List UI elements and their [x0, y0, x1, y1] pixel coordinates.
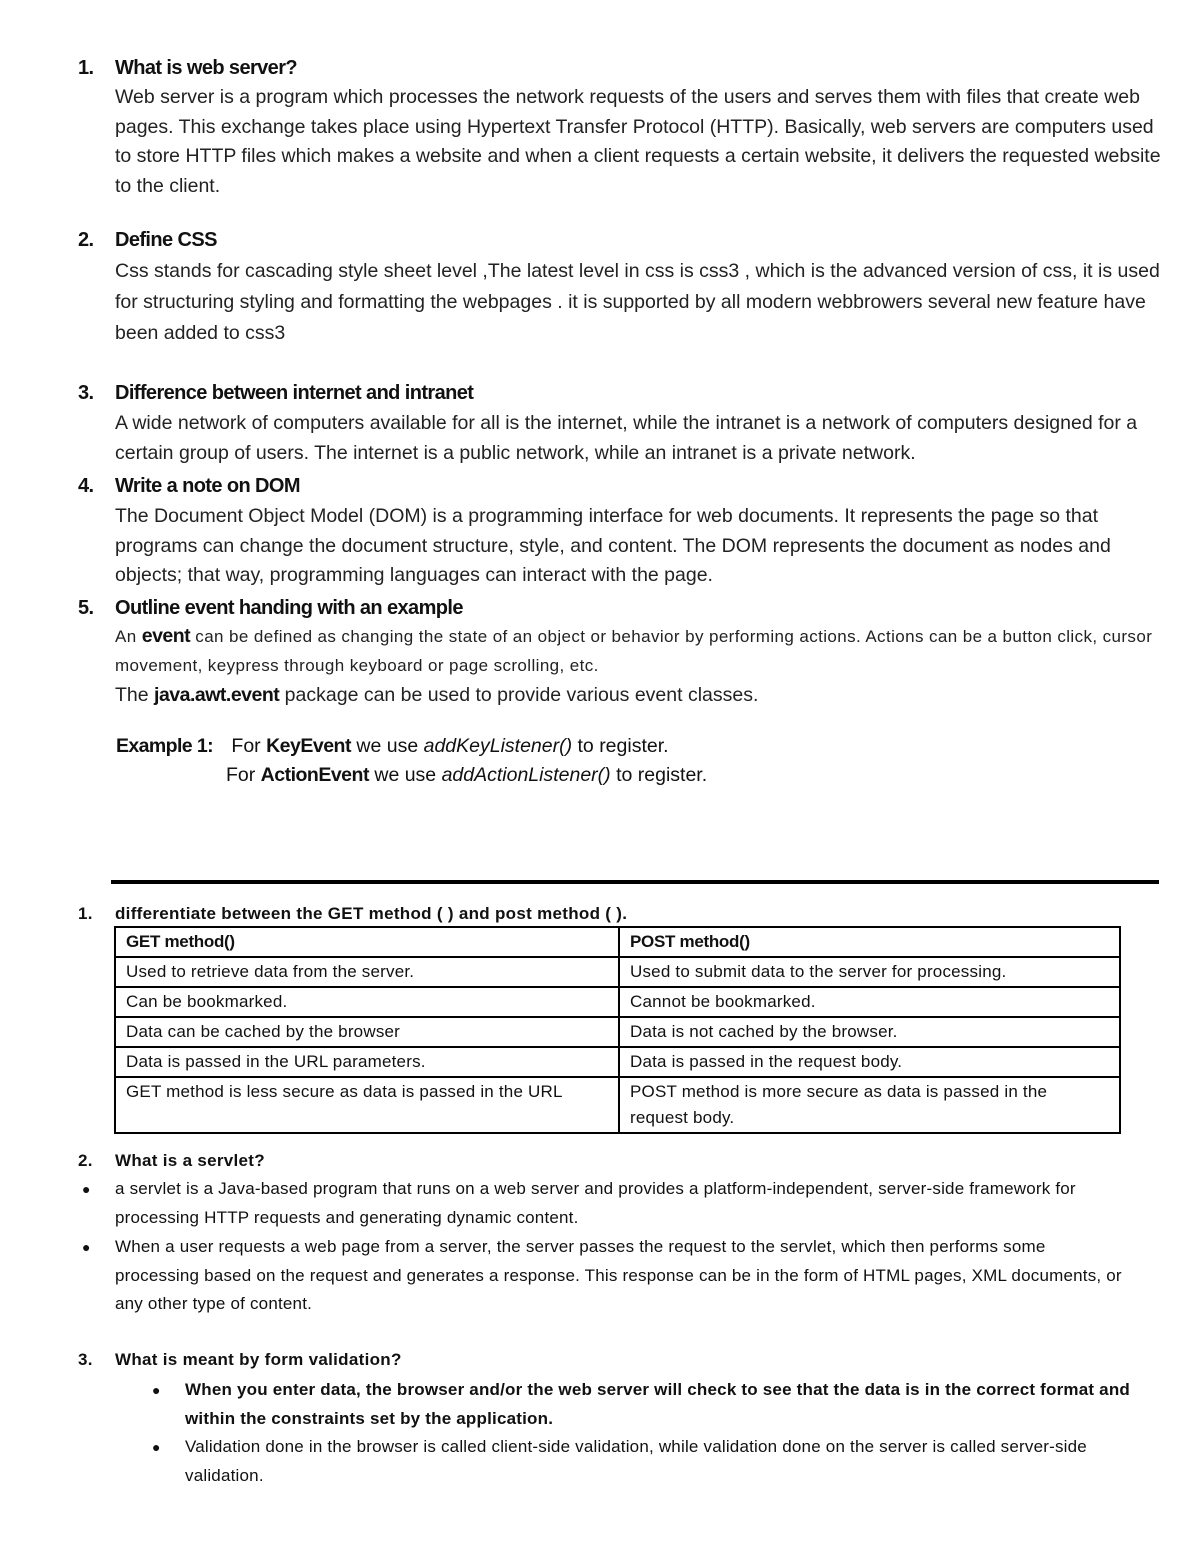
question-heading	[78, 56, 1168, 80]
question-title: Difference between internet and intranet	[115, 382, 474, 404]
bullet-icon: ●	[152, 1439, 161, 1455]
list-item	[152, 1433, 1130, 1490]
table-cell: Data is passed in the URL parameters.	[115, 1047, 619, 1077]
question-event-handling	[78, 596, 1168, 710]
answer-text: A wide network of computers available for all is the internet, while the intranet is a network of computers designed for a certain group of users. The internet is a public network, while an intranet is a private network.	[115, 412, 1138, 464]
event-class: KeyEvent	[266, 735, 351, 757]
table-cell: Can be bookmarked.	[115, 987, 619, 1017]
question-number: 3.	[78, 382, 94, 404]
question-servlet	[78, 1149, 1158, 1173]
question-get-post	[78, 902, 1158, 926]
list-item	[152, 1376, 1131, 1433]
question-heading	[78, 228, 1168, 252]
question-number: 1.	[78, 904, 93, 923]
text-run: to register.	[572, 735, 669, 757]
bullet-text: a servlet is a Java-based program that runs on a web server and provides a platform-independent, server-side framework for processing HTTP requests and generating dynamic content.	[115, 1179, 1076, 1227]
example-line	[116, 761, 707, 790]
listener-method: addKeyListener()	[423, 735, 573, 757]
table-header-row	[115, 927, 1120, 957]
table-row	[115, 1017, 1120, 1047]
table-row	[115, 1077, 1120, 1133]
question-define-css	[78, 228, 1168, 349]
table-cell: POST method is more secure as data is passed in the request body.	[619, 1077, 1120, 1133]
table-header: POST method()	[619, 927, 1120, 957]
question-heading	[78, 1149, 1158, 1173]
question-title: What is meant by form validation?	[115, 1350, 402, 1369]
answer-text: Web server is a program which processes the network requests of the users and serves them with files that create web pages. This exchange takes place using Hypertext Transfer Protocol (HTTP). Basically, web servers are computers used to store HTTP files which makes a website and when a client requests a certain website, it delivers the requested website to the client.	[115, 86, 1161, 197]
question-heading	[78, 1348, 1158, 1372]
answer-text: The Document Object Model (DOM) is a programming interface for web documents. It represents the page so that programs can change the document structure, style, and content. The DOM represents the document as nodes and objects; that way, programming languages can interact with the page.	[115, 505, 1111, 586]
text-run: The	[115, 684, 155, 706]
example-line	[116, 732, 707, 761]
answer-text: Css stands for cascading style sheet level ,The latest level in css is css3 , which is the advanced version of css, it is used for structuring styling and formatting the webpages . it is supported by all modern webbrowers several new feature have been added to css3	[115, 260, 1160, 344]
question-number: 2.	[78, 1151, 93, 1170]
listener-method: addActionListener()	[441, 764, 611, 786]
table-row	[115, 1047, 1120, 1077]
table-header: GET method()	[115, 927, 619, 957]
question-title: differentiate between the GET method ( ) and post method ( ).	[115, 904, 628, 923]
question-title: Outline event handing with an example	[115, 597, 463, 619]
text-run: For	[226, 735, 267, 757]
text-run: we use	[368, 764, 442, 786]
bullet-text: When a user requests a web page from a server, the server passes the request to the servlet, which then performs some processing based on the request and generates a response. This response can be in the form of HTML pages, XML documents, or any other type of content.	[115, 1237, 1122, 1313]
table-cell: Used to retrieve data from the server.	[115, 957, 619, 987]
bullet-text: Validation done in the browser is called client-side validation, while validation done on the server is called server-side validation.	[185, 1437, 1087, 1485]
question-number: 3.	[78, 1350, 93, 1369]
text-run: For	[226, 764, 261, 786]
text-run: package can be used to provide various event classes.	[279, 684, 759, 706]
get-post-comparison-table	[114, 926, 1121, 1134]
table-row	[115, 987, 1120, 1017]
question-number: 2.	[78, 229, 94, 251]
event-class: ActionEvent	[260, 764, 369, 786]
question-number: 1.	[78, 57, 94, 79]
bullet-icon: ●	[82, 1239, 91, 1255]
question-web-server	[78, 56, 1168, 201]
event-keyword: event	[141, 625, 191, 647]
table-cell: Data is passed in the request body.	[619, 1047, 1120, 1077]
package-name: java.awt.event	[154, 684, 280, 706]
question-title: What is a servlet?	[115, 1151, 265, 1170]
section-divider	[111, 880, 1159, 884]
bullet-icon: ●	[82, 1181, 91, 1197]
list-item	[82, 1233, 1125, 1319]
bullet-icon: ●	[152, 1382, 161, 1398]
table-cell: GET method is less secure as data is passed in the URL	[115, 1077, 619, 1133]
question-heading	[78, 381, 1168, 405]
table-cell: Data can be cached by the browser	[115, 1017, 619, 1047]
question-title: Define CSS	[115, 229, 217, 251]
table-cell: Cannot be bookmarked.	[619, 987, 1120, 1017]
list-item	[82, 1175, 1125, 1232]
question-heading	[78, 474, 1168, 498]
question-internet-intranet	[78, 381, 1168, 468]
question-form-validation	[78, 1348, 1158, 1372]
question-heading	[78, 902, 1158, 926]
example-block	[116, 732, 707, 790]
text-run: An	[115, 627, 142, 646]
bullet-text: When you enter data, the browser and/or the web server will check to see that the data is in the correct format and within the constraints set by the application.	[185, 1380, 1131, 1428]
text-run: can be defined as changing the state of an object or behavior by performing actions. Actions can be a button click, cursor movement, keypress through keyboard or page scrolling, etc.	[115, 627, 1153, 675]
question-title: What is web server?	[115, 57, 297, 79]
text-run: we use	[350, 735, 424, 757]
table-cell: Used to submit data to the server for processing.	[619, 957, 1120, 987]
example-label: Example 1:	[116, 735, 213, 757]
text-run: to register.	[610, 764, 708, 786]
question-dom	[78, 474, 1168, 591]
question-title: Write a note on DOM	[115, 475, 300, 497]
table-row	[115, 957, 1120, 987]
question-number: 5.	[78, 597, 94, 619]
event-definition	[115, 622, 1168, 680]
package-note	[115, 680, 1168, 710]
question-number: 4.	[78, 475, 94, 497]
question-heading	[78, 596, 1168, 620]
table-cell: Data is not cached by the browser.	[619, 1017, 1120, 1047]
